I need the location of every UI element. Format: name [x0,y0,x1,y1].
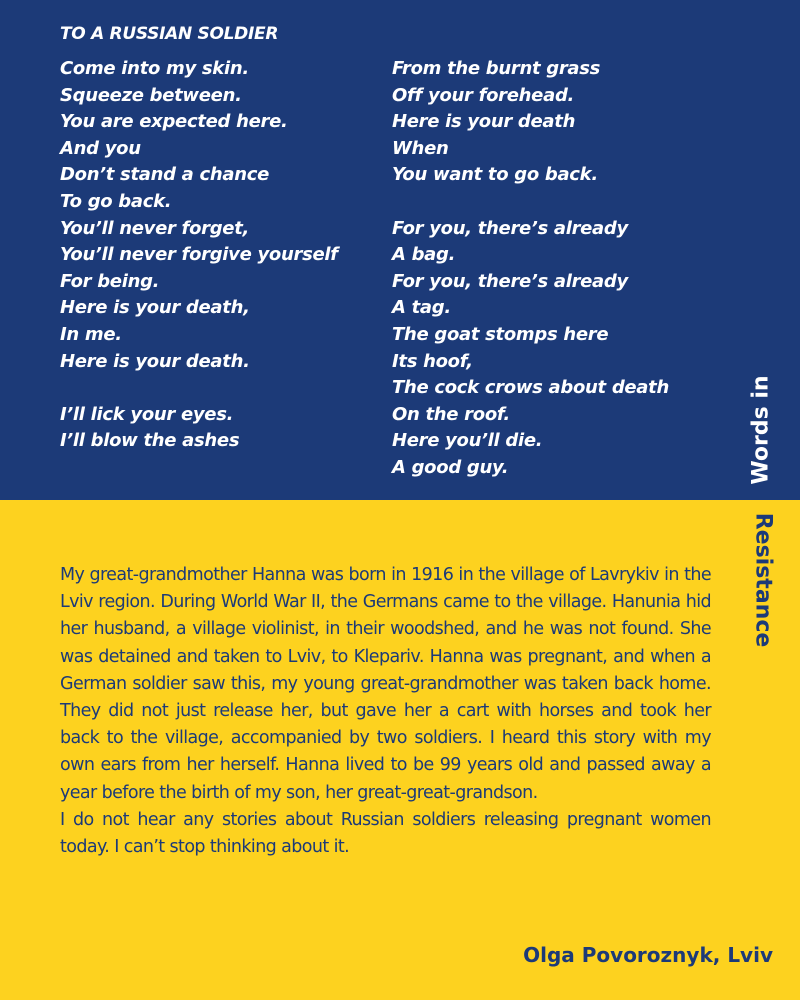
poem-line: Here you’ll die. [392,430,543,452]
poem-line: You are expected here. [60,111,288,133]
poem-line: Here is your death. [60,350,250,372]
poem-line: Off your forehead. [392,84,575,106]
poem-line: To go back. [60,190,172,212]
poem-stanza-break [392,189,669,216]
poem-line: The cock crows about death [392,377,669,399]
poem-line: From the burnt grass [392,58,601,79]
poem-title: TO A RUSSIAN SOLDIER [60,24,279,44]
poem-line: For you, there’s already [392,217,628,239]
poem-column-right [392,56,669,482]
poem-line: A bag. [392,244,456,266]
poem-line: For being. [60,270,160,292]
poem-line: Come into my skin. [60,58,249,79]
poem-line: I’ll lick your eyes. [60,403,234,425]
story-text [60,562,711,861]
poem-line: You’ll never forgive yourself [60,244,338,266]
side-label-resistance: Resistance [750,512,776,648]
poem-line: I’ll blow the ashes [60,430,240,452]
poem-line: Here is your death [392,111,576,133]
poem-line: On the roof. [392,403,510,425]
poem-line: Here is your death, [60,297,250,319]
poem-line: Don’t stand a chance [60,164,269,186]
story-paragraph: My great-grandmother Hanna was born in 1916 in the village of Lavrykiv in the Lviv region. During World War II, the Germans came to the village. Hanunia hid her husband, a village violinist, in their woodshed, and he was not found. She was detained and taken to Lviv, to Klepariv. Hanna was pregnant, and when a German soldier saw this, my young great-grandmother was taken back home. They did not just release her, but gave her a cart with horses and took her back to the village, accompanied by two soldiers. I heard this story with my own ears from her herself. Hanna lived to be 99 years old and passed away a year before the birth of my son, her great-great-grandson. [60,565,711,803]
poem-line: For you, there’s already [392,270,628,292]
poem-line: And you [60,137,141,159]
poem-line: A tag. [392,297,451,319]
poem-line: You want to go back. [392,164,598,186]
author-signature: Olga Povoroznyk, Lviv [523,943,773,967]
poem-line: A good guy. [392,456,509,478]
story-paragraph: I do not hear any stories about Russian soldiers releasing pregnant women today. I can’t stop thinking about it. [60,809,711,858]
poem-line: The goat stomps here [392,323,609,345]
poem-line: In me. [60,323,122,345]
poem-line: You’ll never forget, [60,217,250,239]
poem-line: When [392,137,449,159]
poem-column-left [60,56,338,455]
poem-line: Its hoof, [392,350,473,372]
poem-line: Squeeze between. [60,84,242,106]
side-label-words-in: Words in [748,375,774,485]
poem-stanza-break [60,375,338,402]
